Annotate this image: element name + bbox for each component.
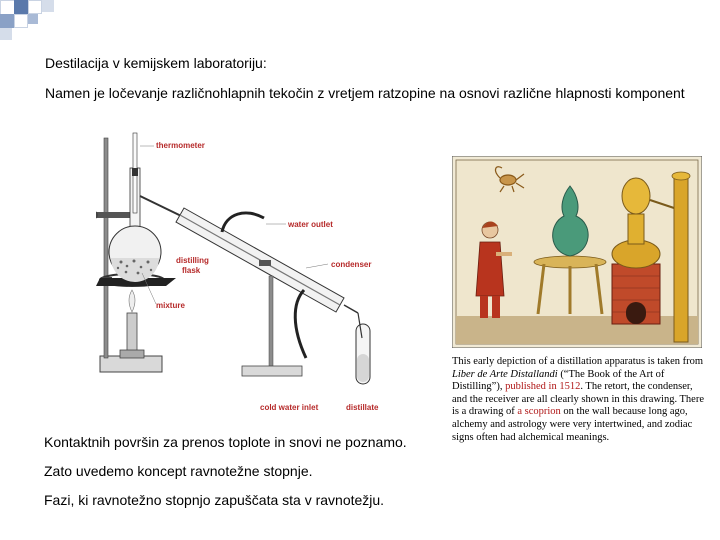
label-flask: flask	[182, 266, 201, 275]
label-thermometer: thermometer	[156, 141, 205, 150]
historical-distillation-illustration	[452, 156, 702, 348]
label-mixture: mixture	[156, 301, 185, 310]
caption-text-2: (“The Book of the Art of Distilling”),	[452, 368, 665, 393]
caption-book-title: Liber de Arte Distallandi	[452, 368, 558, 380]
distillation-apparatus-diagram	[96, 128, 396, 418]
statement-1: Kontaktnih površin za prenos toplote in snovi ne poznamo.	[44, 434, 407, 450]
label-cold-water-inlet: cold water inlet	[260, 403, 319, 412]
illustration-caption	[452, 356, 707, 444]
caption-text-3: . The retort, the condenser, and the receiver are all clearly shown in this drawing. There is a drawing of	[452, 381, 704, 418]
statement-2: Zato uvedemo koncept ravnotežne stopnje.	[44, 463, 313, 479]
slide-description: Namen je ločevanje različnohlapnih tekočin z vretjem ratzopine na osnovi različne hlapnosti komponent	[45, 85, 685, 101]
caption-text-4: on the wall because long ago, alchemy and astrology were very intertwined, and zodiac signs often had alchemical meanings.	[452, 406, 693, 443]
published-link[interactable]: published in 1512	[505, 381, 581, 393]
corner-decoration	[0, 0, 60, 40]
label-distillate: distillate	[346, 403, 379, 412]
label-water-outlet: water outlet	[288, 220, 333, 229]
label-distilling: distilling	[176, 256, 209, 265]
slide-heading: Destilacija v kemijskem laboratoriju:	[45, 55, 267, 71]
statement-3: Fazi, ki ravnotežno stopnjo zapuščata sta v ravnotežju.	[44, 492, 385, 508]
scorpion-link[interactable]: a scoprion	[517, 406, 561, 418]
label-condenser: condenser	[331, 260, 372, 269]
caption-text-1: This early depiction of a distillation apparatus is taken from	[452, 356, 704, 367]
